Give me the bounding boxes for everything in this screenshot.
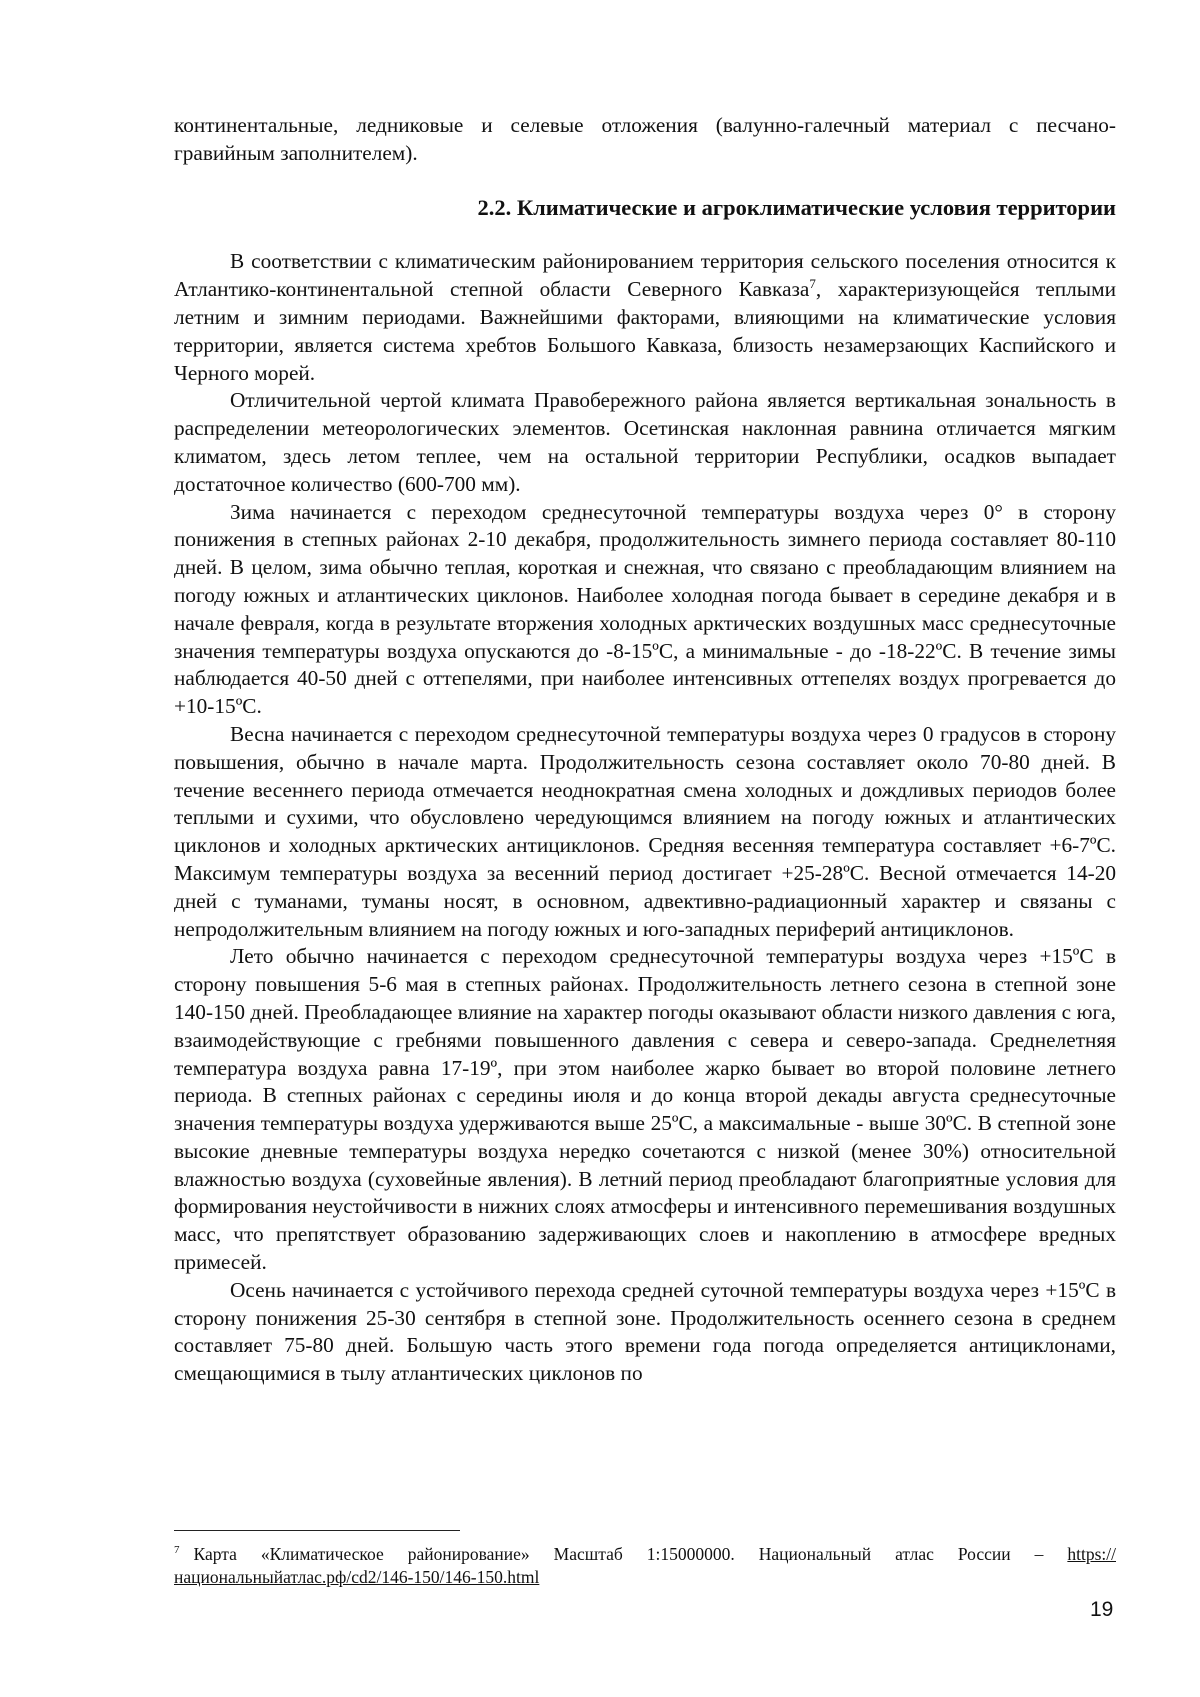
paragraph-autumn: Осень начинается с устойчивого перехода средней суточной температуры воздуха через +15ºС в сторону понижения 25-30 сентября в степной зоне. Продолжительность осеннего сезона в среднем составляет 75-80 дней. Большую часть этого времени года погода определяется антициклонами, смещающимися в тылу атлантических циклонов по [174, 1277, 1116, 1386]
section-heading: 2.2. Климатические и агроклиматические условия территории [477, 194, 1116, 220]
page-number: 19 [1090, 1598, 1114, 1621]
page-content [174, 112, 1116, 1388]
paragraph-vertical-zonality: Отличительной чертой климата Правобережного района является вертикальная зональность в распределении метеорологических элементов. Осетинская наклонная равнина отличается мягким климатом, здесь летом теплее, чем на остальной территории Республики, осадков выпадает достаточное количество (600-700 мм). [174, 388, 1116, 496]
paragraph-spring: Весна начинается с переходом среднесуточной температуры воздуха через 0 градусов в сторону повышения, обычно в начале марта. Продолжительность сезона составляет около 70-80 дней. В течение весеннего периода отмечается неоднократная смена холодных и дождливых периодов более теплыми и сухими, что обусловлено чередующимся влиянием на погоду южных и атлантических циклонов и холодных арктических антициклонов. Средняя весенняя температура составляет +6-7ºС. Максимум температуры воздуха за весенний период достигает +25-28ºС. Весной отмечается 14-20 дней с туманами, туманы носят, в основном, адвективно-радиационный характер и связаны с непродолжительным влиянием на погоду южных и юго-западных периферий антициклонов. [174, 721, 1116, 941]
paragraph-summer: Лето обычно начинается с переходом среднесуточной температуры воздуха через +15ºС в сторону повышения 5-6 мая в степных районах. Продолжительность летнего сезона в степной зоне 140-150 дней. Преобладающее влияние на характер погоды оказывают области низкого давления с юга, взаимодействующие с гребнями повышенного давления с севера и северо-запада. Среднелетняя температура воздуха равна 17-19º, при этом наиболее жарко бывает во второй половине летнего периода. В степных районах с середины июля и до конца второй декады августа среднесуточные значения температуры воздуха удерживаются выше 25ºС, а максимальные - выше 30ºС. В степной зоне высокие дневные температуры воздуха нередко сочетаются с низкой (менее 30%) относительной влажностью воздуха (суховейные явления). В летний период преобладают благоприятные условия для формирования неустойчивости в нижних слоях атмосферы и интенсивного перемешивания воздушных масс, что препятствует образованию задерживающих слоев и накоплению в атмосфере вредных примесей. [174, 944, 1116, 1275]
footnote-mark: 7 [174, 1544, 180, 1557]
paragraph-climate-zone [174, 248, 1116, 387]
footnote-link[interactable]: https://национальныйатлас.рф/cd2/146-150/146-150.html [174, 1544, 1116, 1587]
intro-paragraph: континентальные, ледниковые и селевые отложения (валунно-галечный материал с песчано-гравийным заполнителем). [174, 113, 1116, 165]
paragraph-winter: Зима начинается с переходом среднесуточной температуры воздуха через 0° в сторону понижения в степных районах 2-10 декабря, продолжительность зимнего периода составляет 80-110 дней. В целом, зима обычно теплая, короткая и снежная, что связано с преобладающим влиянием на погоду южных и атлантических циклонов. Наиболее холодная погода бывает в середине декабря и в начале февраля, когда в результате вторжения холодных арктических воздушных масс среднесуточные значения температуры воздуха опускаются до -8-15ºС, а минимальные - до -18-22ºС. В течение зимы наблюдается 40-50 дней с оттепелями, при наиболее интенсивных оттепелях воздух прогревается до +10-15ºС. [174, 499, 1116, 719]
footnote-reference[interactable]: 7 [809, 276, 816, 292]
footnote-separator [174, 1530, 460, 1531]
paragraph-text: , характеризующейся теплыми летним и зимним периодами. Важнейшими факторами, влияющими на климатические условия территории, является система хребтов Большого Кавказа, близость незамерзающих Каспийского и Черного морей. [174, 277, 1116, 385]
paragraph-text: В соответствии с климатическим районированием территория сельского поселения относится к Атлантико-континентальной степной области Северного Кавказа [174, 249, 1116, 302]
footnote [174, 1543, 1116, 1589]
footnote-text: Карта «Климатическое районирование» Масштаб 1:15000000. Национальный атлас России – [193, 1544, 1068, 1564]
